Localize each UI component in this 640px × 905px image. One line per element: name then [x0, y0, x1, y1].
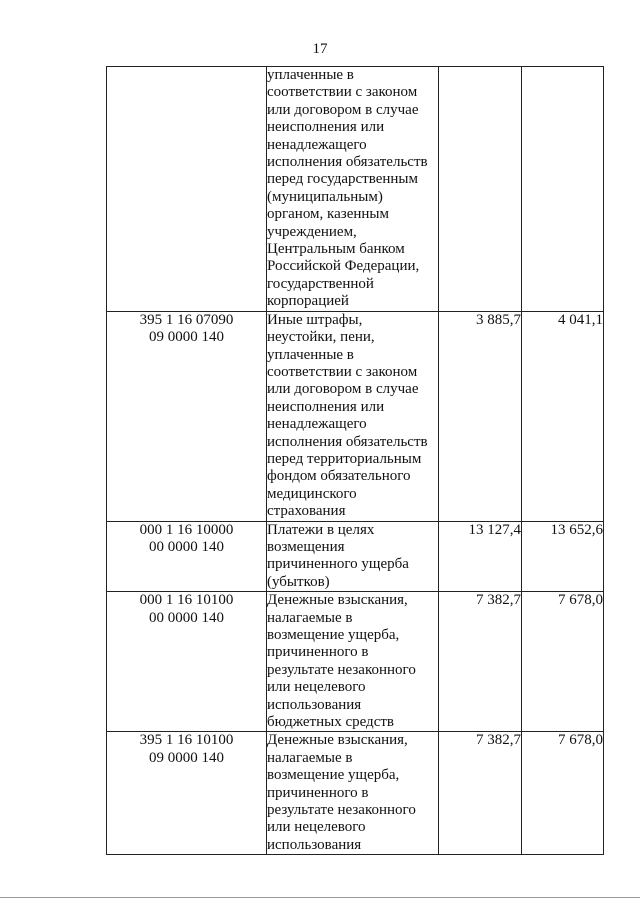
kbk-code-line: 395 1 16 10100 — [139, 732, 234, 749]
revenue-name-line: результате незаконного — [267, 802, 416, 819]
revenue-name-cell — [267, 311, 439, 521]
revenue-name-line: (муниципальным) — [267, 188, 383, 205]
revenue-name-line: Российской Федерации, — [267, 258, 420, 275]
revenue-name-line: неисполнения или — [267, 119, 385, 136]
revenue-name-line: Денежные взыскания, — [267, 592, 408, 609]
revenue-name-line: учреждением, — [267, 223, 357, 240]
page-bottom-rule — [0, 897, 640, 898]
kbk-code-cell — [107, 67, 267, 312]
amount-year-1-cell: 7 382,7 — [439, 732, 522, 855]
revenue-name-line: (убытков) — [267, 573, 330, 590]
revenue-name-line: государственной — [267, 275, 374, 292]
table-row — [107, 521, 604, 592]
page-number: 17 — [312, 41, 328, 57]
revenue-name-line: использования — [267, 696, 362, 713]
revenue-name-line: Иные штрафы, — [267, 311, 363, 328]
table-row — [107, 592, 604, 732]
amount-year-2-cell: 7 678,0 — [522, 592, 604, 732]
revenue-name-line: соответствии с законом — [267, 363, 418, 380]
amount-year-1-cell: 13 127,4 — [439, 521, 522, 592]
amount-year-1-cell — [439, 67, 522, 312]
revenue-name-line: Центральным банком — [267, 241, 405, 258]
table-row — [107, 67, 604, 312]
revenue-name-line: фондом обязательного — [267, 468, 411, 485]
revenue-name-line: возмещение ущерба, — [267, 767, 400, 784]
revenue-name-cell — [267, 67, 439, 312]
revenue-name-line: соответствии с законом — [267, 84, 418, 101]
revenue-name-line: ненадлежащего — [267, 136, 367, 153]
kbk-code-cell — [107, 311, 267, 521]
revenue-name-line: неустойки, пени, — [267, 329, 375, 346]
kbk-code-line: 00 0000 140 — [149, 609, 224, 626]
revenue-name-line: результате незаконного — [267, 661, 416, 678]
table-body — [107, 67, 604, 855]
amount-year-2-cell: 13 652,6 — [522, 521, 604, 592]
revenue-name-line: или нецелевого — [267, 679, 366, 696]
kbk-code-cell — [107, 521, 267, 592]
revenue-name-line: неисполнения или — [267, 398, 385, 415]
revenue-name-cell — [267, 592, 439, 732]
revenue-name-line: использования — [267, 836, 362, 853]
revenue-name-line: или нецелевого — [267, 819, 366, 836]
amount-year-2-cell: 4 041,1 — [522, 311, 604, 521]
revenue-name-line: причиненного в — [267, 644, 369, 661]
revenue-name-line: уплаченные в — [267, 346, 354, 363]
kbk-code-line: 00 0000 140 — [149, 538, 224, 555]
amount-year-1-cell: 3 885,7 — [439, 311, 522, 521]
revenue-name-line: Денежные взыскания, — [267, 732, 408, 749]
revenue-name-line: корпорацией — [267, 293, 349, 310]
kbk-code-line: 09 0000 140 — [149, 329, 224, 346]
revenue-name-line: Платежи в целях — [267, 521, 375, 538]
revenue-name-line: налагаемые в — [267, 609, 353, 626]
revenue-name-line: исполнения обязательств — [267, 433, 428, 450]
revenue-name-line: страхования — [267, 503, 346, 520]
kbk-code-cell — [107, 732, 267, 855]
revenue-name-line: бюджетных средств — [267, 714, 394, 731]
revenue-name-line: или договором в случае — [267, 101, 419, 118]
revenue-table — [106, 66, 604, 855]
revenue-name-line: или договором в случае — [267, 381, 419, 398]
revenue-name-line: налагаемые в — [267, 749, 353, 766]
amount-year-1-cell: 7 382,7 — [439, 592, 522, 732]
revenue-name-line: возмещения — [267, 538, 345, 555]
revenue-name-line: органом, казенным — [267, 206, 389, 223]
amount-year-2-cell: 7 678,0 — [522, 732, 604, 855]
table-row — [107, 311, 604, 521]
revenue-name-line: исполнения обязательств — [267, 154, 428, 171]
revenue-name-line: причиненного в — [267, 784, 369, 801]
amount-year-2-cell — [522, 67, 604, 312]
revenue-name-line: уплаченные в — [267, 67, 354, 83]
revenue-name-line: причиненного ущерба — [267, 556, 409, 573]
revenue-name-line: возмещение ущерба, — [267, 627, 400, 643]
kbk-code-line: 09 0000 140 — [149, 749, 224, 766]
kbk-code-line: 000 1 16 10000 — [139, 521, 234, 538]
kbk-code-line: 000 1 16 10100 — [139, 592, 234, 609]
revenue-name-cell — [267, 732, 439, 855]
kbk-code-cell — [107, 592, 267, 732]
revenue-name-line: ненадлежащего — [267, 416, 367, 433]
revenue-name-line: медицинского — [267, 485, 357, 502]
revenue-name-line: перед государственным — [267, 171, 418, 188]
revenue-name-cell — [267, 521, 439, 592]
table-row — [107, 732, 604, 855]
kbk-code-line: 395 1 16 07090 — [139, 311, 234, 328]
revenue-name-line: перед территориальным — [267, 450, 422, 467]
